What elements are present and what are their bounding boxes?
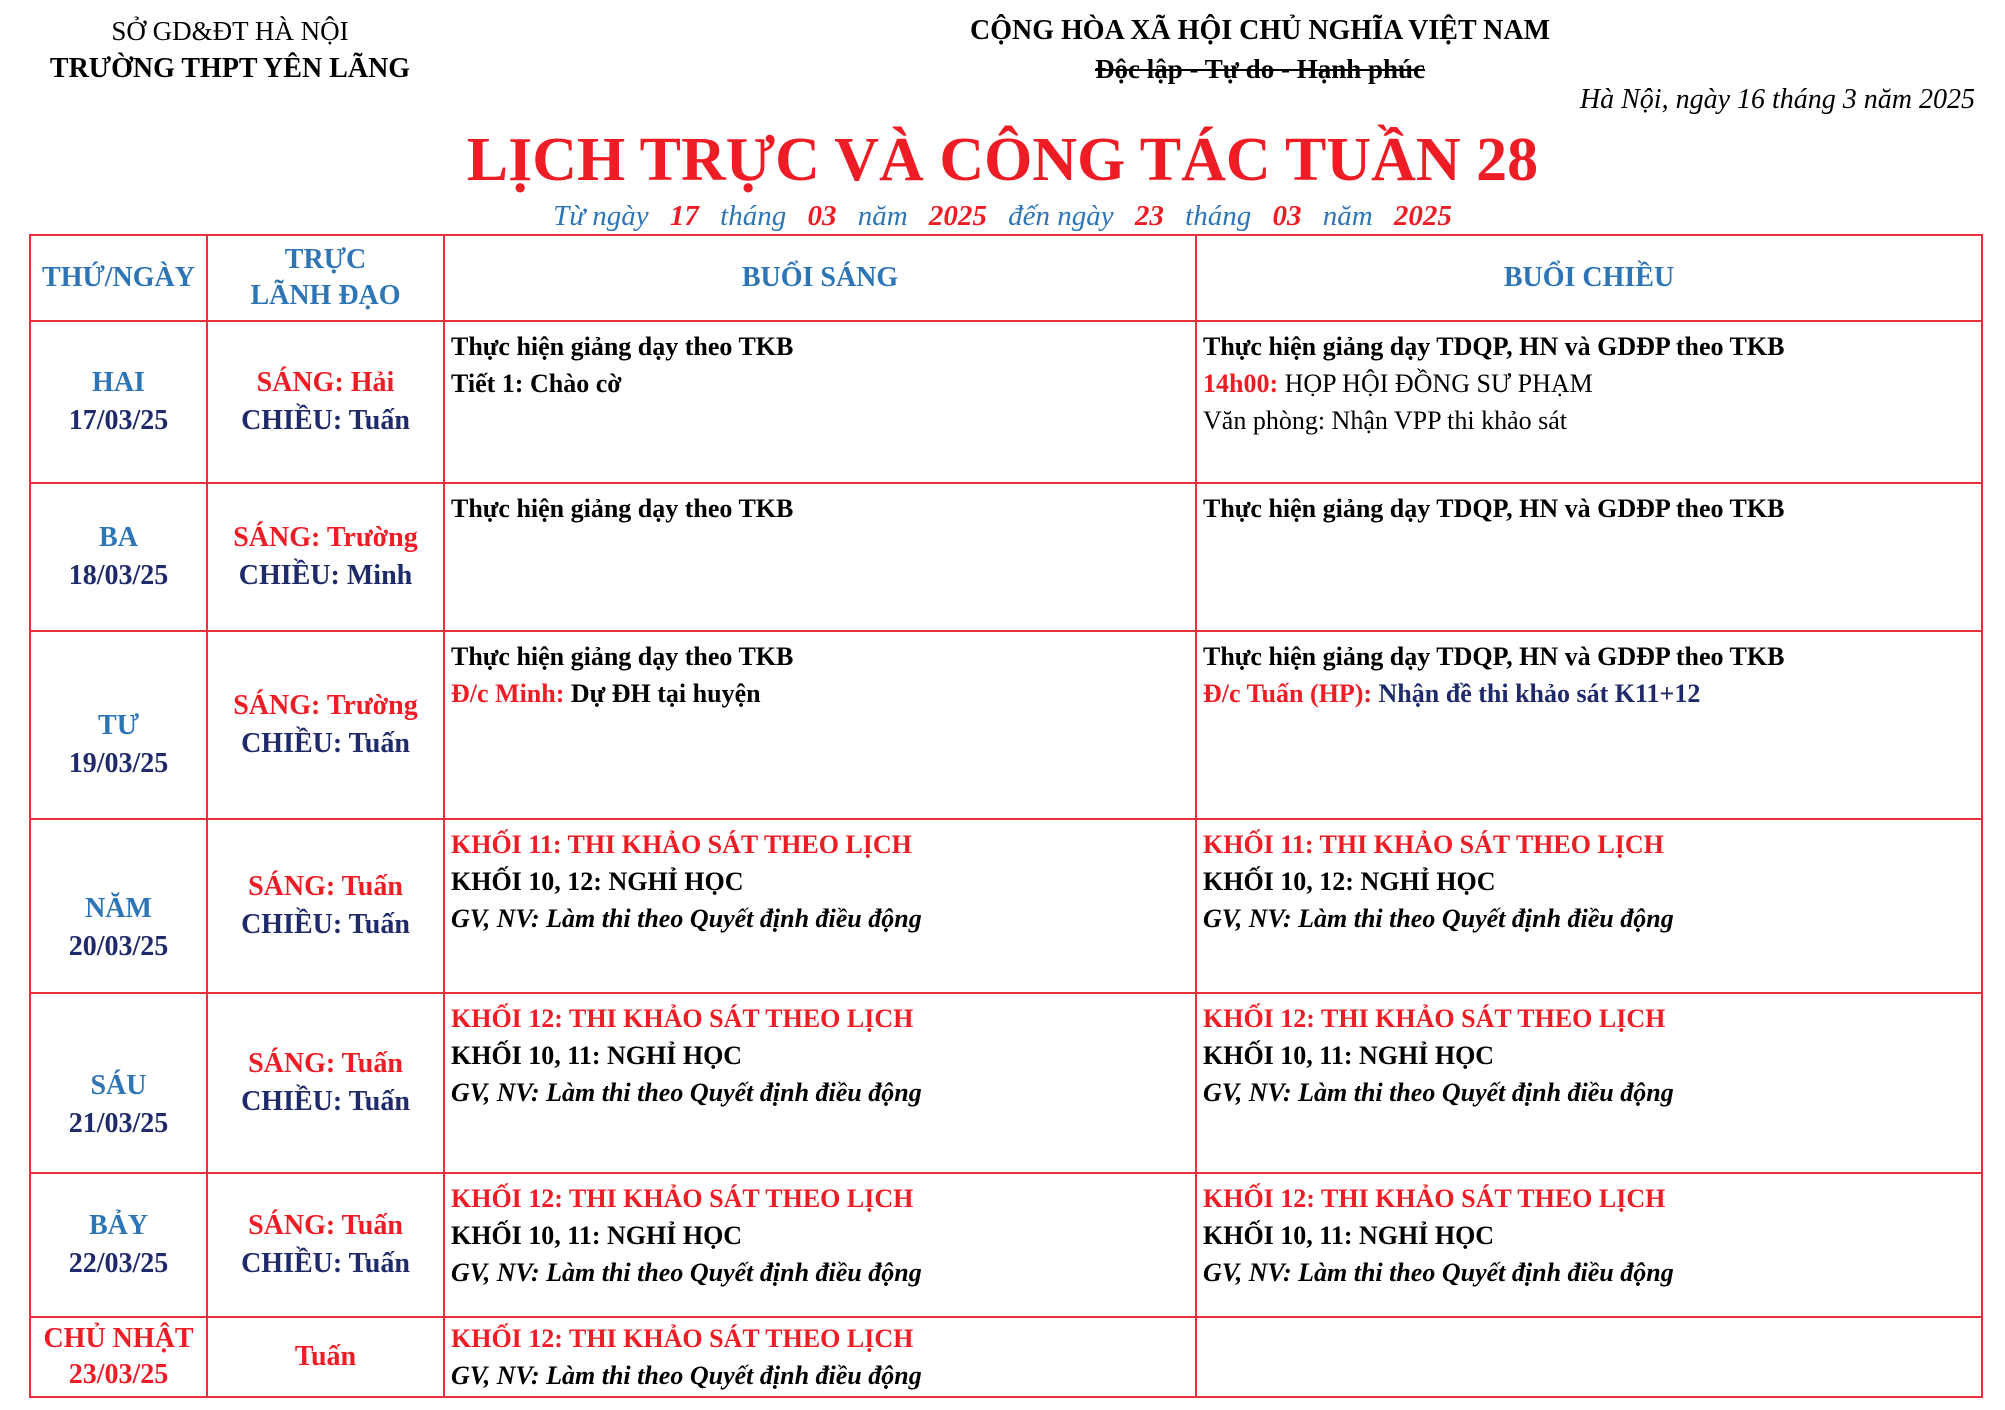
lead-cell	[207, 993, 444, 1173]
afternoon-line: KHỐI 12: THI KHẢO SÁT THEO LỊCH	[1203, 1184, 1666, 1213]
morning-line: KHỐI 12: THI KHẢO SÁT THEO LỊCH	[451, 1004, 914, 1033]
afternoon-line	[1203, 675, 1975, 712]
assignee-label: Đ/c Minh:	[451, 679, 565, 708]
day-cell	[30, 819, 207, 993]
day-name: BẢY	[88, 1210, 149, 1241]
afternoon-line: KHỐI 12: THI KHẢO SÁT THEO LỊCH	[1203, 1004, 1666, 1033]
afternoon-line: GV, NV: Làm thi theo Quyết định điều động	[1203, 1078, 1674, 1107]
day-name: BA	[99, 522, 138, 553]
range-from-day: 17	[669, 200, 699, 232]
lead-morning: SÁNG: Hải	[256, 367, 395, 398]
range-month-label-1: tháng	[720, 200, 787, 232]
lead-morning: SÁNG: Trường	[233, 690, 418, 721]
meeting-time: 14h00:	[1203, 369, 1279, 398]
afternoon-cell	[1196, 631, 1982, 819]
day-name: SÁU	[90, 1069, 147, 1101]
morning-cell	[444, 1173, 1196, 1317]
morning-cell	[444, 631, 1196, 819]
morning-line: Thực hiện giảng dạy theo TKB	[451, 494, 794, 523]
page-title: LỊCH TRỰC VÀ CÔNG TÁC TUẦN 28	[466, 126, 1539, 194]
morning-cell	[444, 321, 1196, 483]
afternoon-line: KHỐI 10, 11: NGHỈ HỌC	[1203, 1221, 1495, 1250]
afternoon-cell	[1196, 483, 1982, 631]
lead-cell	[207, 1173, 444, 1317]
morning-line: KHỐI 10, 11: NGHỈ HỌC	[451, 1221, 743, 1250]
col-header-afternoon: BUỔI CHIỀU	[1196, 235, 1982, 321]
afternoon-line: Văn phòng: Nhận VPP thi khảo sát	[1203, 406, 1567, 435]
country-name: CỘNG HÒA XÃ HỘI CHỦ NGHĨA VIỆT NAM	[969, 15, 1551, 46]
assignee-label: Đ/c Tuấn (HP):	[1203, 679, 1373, 708]
col-header-lead-line1: TRỰC	[284, 244, 367, 275]
day-cell	[30, 321, 207, 483]
range-year-label-1: năm	[857, 200, 908, 232]
range-from-year: 2025	[928, 200, 987, 232]
meeting-text: HỌP HỘI ĐỒNG SƯ PHẠM	[1278, 369, 1593, 398]
afternoon-cell	[1196, 993, 1982, 1173]
range-to-month: 03	[1272, 200, 1302, 232]
lead-afternoon: CHIỀU: Tuấn	[241, 1248, 410, 1279]
morning-line: KHỐI 12: THI KHẢO SÁT THEO LỊCH	[451, 1184, 914, 1213]
table-row	[30, 1317, 1982, 1397]
afternoon-cell	[1196, 819, 1982, 993]
morning-cell	[444, 993, 1196, 1173]
day-name: NĂM	[85, 892, 152, 924]
day-name: HAI	[92, 367, 145, 398]
table-row	[30, 1173, 1982, 1317]
afternoon-cell	[1196, 1173, 1982, 1317]
morning-cell	[444, 483, 1196, 631]
table-header-row	[30, 235, 1982, 321]
assignee-task: Nhận đề thi khảo sát K11+12	[1372, 679, 1701, 708]
col-header-morning: BUỔI SÁNG	[444, 235, 1196, 321]
lead-afternoon: CHIỀU: Tuấn	[241, 405, 410, 436]
morning-line: KHỐI 10, 12: NGHỈ HỌC	[451, 867, 744, 896]
lead-cell	[207, 819, 444, 993]
day-date: 20/03/25	[68, 930, 169, 962]
afternoon-line: KHỐI 10, 11: NGHỈ HỌC	[1203, 1041, 1495, 1070]
lead-cell	[207, 321, 444, 483]
department-name: SỞ GD&ĐT HÀ NỘI	[111, 16, 349, 46]
lead-afternoon: CHIỀU: Tuấn	[241, 728, 410, 759]
afternoon-cell	[1196, 321, 1982, 483]
afternoon-line: GV, NV: Làm thi theo Quyết định điều động	[1203, 904, 1674, 933]
range-to-day: 23	[1134, 200, 1164, 232]
range-from-month: 03	[807, 200, 837, 232]
morning-cell	[444, 819, 1196, 993]
school-name: TRƯỜNG THPT YÊN LÃNG	[49, 53, 411, 84]
range-year-label-2: năm	[1322, 200, 1373, 232]
issuer-block	[30, 12, 430, 88]
lead-cell	[207, 631, 444, 819]
afternoon-line: Thực hiện giảng dạy TDQP, HN và GDĐP theo TKB	[1203, 494, 1785, 523]
morning-cell	[444, 1317, 1196, 1397]
schedule-table	[29, 234, 1983, 1398]
lead-afternoon: CHIỀU: Tuấn	[241, 1086, 410, 1117]
motto: Độc lập - Tự do - Hạnh phúc	[1094, 54, 1426, 84]
afternoon-line: GV, NV: Làm thi theo Quyết định điều động	[1203, 1258, 1674, 1287]
afternoon-line	[1203, 365, 1975, 402]
lead-morning: SÁNG: Tuấn	[248, 871, 403, 902]
lead-morning: SÁNG: Tuấn	[248, 1210, 403, 1241]
morning-line: Thực hiện giảng dạy theo TKB	[451, 642, 794, 671]
day-name: TƯ	[98, 709, 139, 741]
afternoon-line: KHỐI 10, 12: NGHỈ HỌC	[1203, 867, 1496, 896]
day-cell	[30, 1173, 207, 1317]
issue-date: Hà Nội, ngày 16 tháng 3 năm 2025	[1579, 84, 1975, 115]
morning-line: GV, NV: Làm thi theo Quyết định điều động	[451, 1078, 922, 1107]
date-range	[0, 196, 2005, 236]
afternoon-line: Thực hiện giảng dạy TDQP, HN và GDĐP theo TKB	[1203, 332, 1785, 361]
day-name: CHỦ NHẬT	[43, 1323, 194, 1354]
day-cell	[30, 1317, 207, 1397]
range-to-year: 2025	[1393, 200, 1452, 232]
morning-line: GV, NV: Làm thi theo Quyết định điều động	[451, 904, 922, 933]
lead-morning: SÁNG: Trường	[233, 522, 418, 553]
morning-line: Thực hiện giảng dạy theo TKB	[451, 332, 794, 361]
morning-line: KHỐI 11: THI KHẢO SÁT THEO LỊCH	[451, 830, 912, 859]
afternoon-line: Thực hiện giảng dạy TDQP, HN và GDĐP theo TKB	[1203, 642, 1785, 671]
col-header-lead	[207, 235, 444, 321]
morning-line: GV, NV: Làm thi theo Quyết định điều động	[451, 1361, 922, 1390]
assignee-task: Dự ĐH tại huyện	[564, 679, 761, 708]
range-to-label: đến ngày	[1008, 200, 1114, 232]
lead-cell	[207, 1317, 444, 1397]
national-motto-block	[880, 12, 1640, 88]
morning-line: KHỐI 12: THI KHẢO SÁT THEO LỊCH	[451, 1324, 914, 1353]
table-row	[30, 483, 1982, 631]
day-date: 21/03/25	[68, 1107, 169, 1139]
lead-cell	[207, 483, 444, 631]
afternoon-cell	[1196, 1317, 1982, 1397]
lead-morning: SÁNG: Tuấn	[248, 1048, 403, 1079]
day-date: 17/03/25	[68, 405, 169, 436]
table-row	[30, 819, 1982, 993]
col-header-lead-line2: LÃNH ĐẠO	[250, 280, 401, 311]
lead-afternoon: CHIỀU: Minh	[238, 560, 413, 591]
morning-line	[451, 675, 1189, 712]
range-from-label: Từ ngày	[553, 200, 649, 232]
day-date: 19/03/25	[68, 747, 169, 779]
day-date: 18/03/25	[68, 560, 169, 591]
morning-line: Tiết 1: Chào cờ	[451, 369, 622, 398]
morning-line: GV, NV: Làm thi theo Quyết định điều động	[451, 1258, 922, 1287]
day-cell	[30, 993, 207, 1173]
morning-line: KHỐI 10, 11: NGHỈ HỌC	[451, 1041, 743, 1070]
table-row	[30, 631, 1982, 819]
col-header-day: THỨ/NGÀY	[30, 235, 207, 321]
table-row	[30, 321, 1982, 483]
range-month-label-2: tháng	[1185, 200, 1252, 232]
afternoon-line: KHỐI 11: THI KHẢO SÁT THEO LỊCH	[1203, 830, 1664, 859]
day-cell	[30, 631, 207, 819]
day-date: 23/03/25	[68, 1359, 169, 1390]
table-row	[30, 993, 1982, 1173]
lead-afternoon: CHIỀU: Tuấn	[241, 909, 410, 940]
lead-all-day: Tuấn	[294, 1341, 357, 1372]
day-cell	[30, 483, 207, 631]
day-date: 22/03/25	[68, 1248, 169, 1279]
